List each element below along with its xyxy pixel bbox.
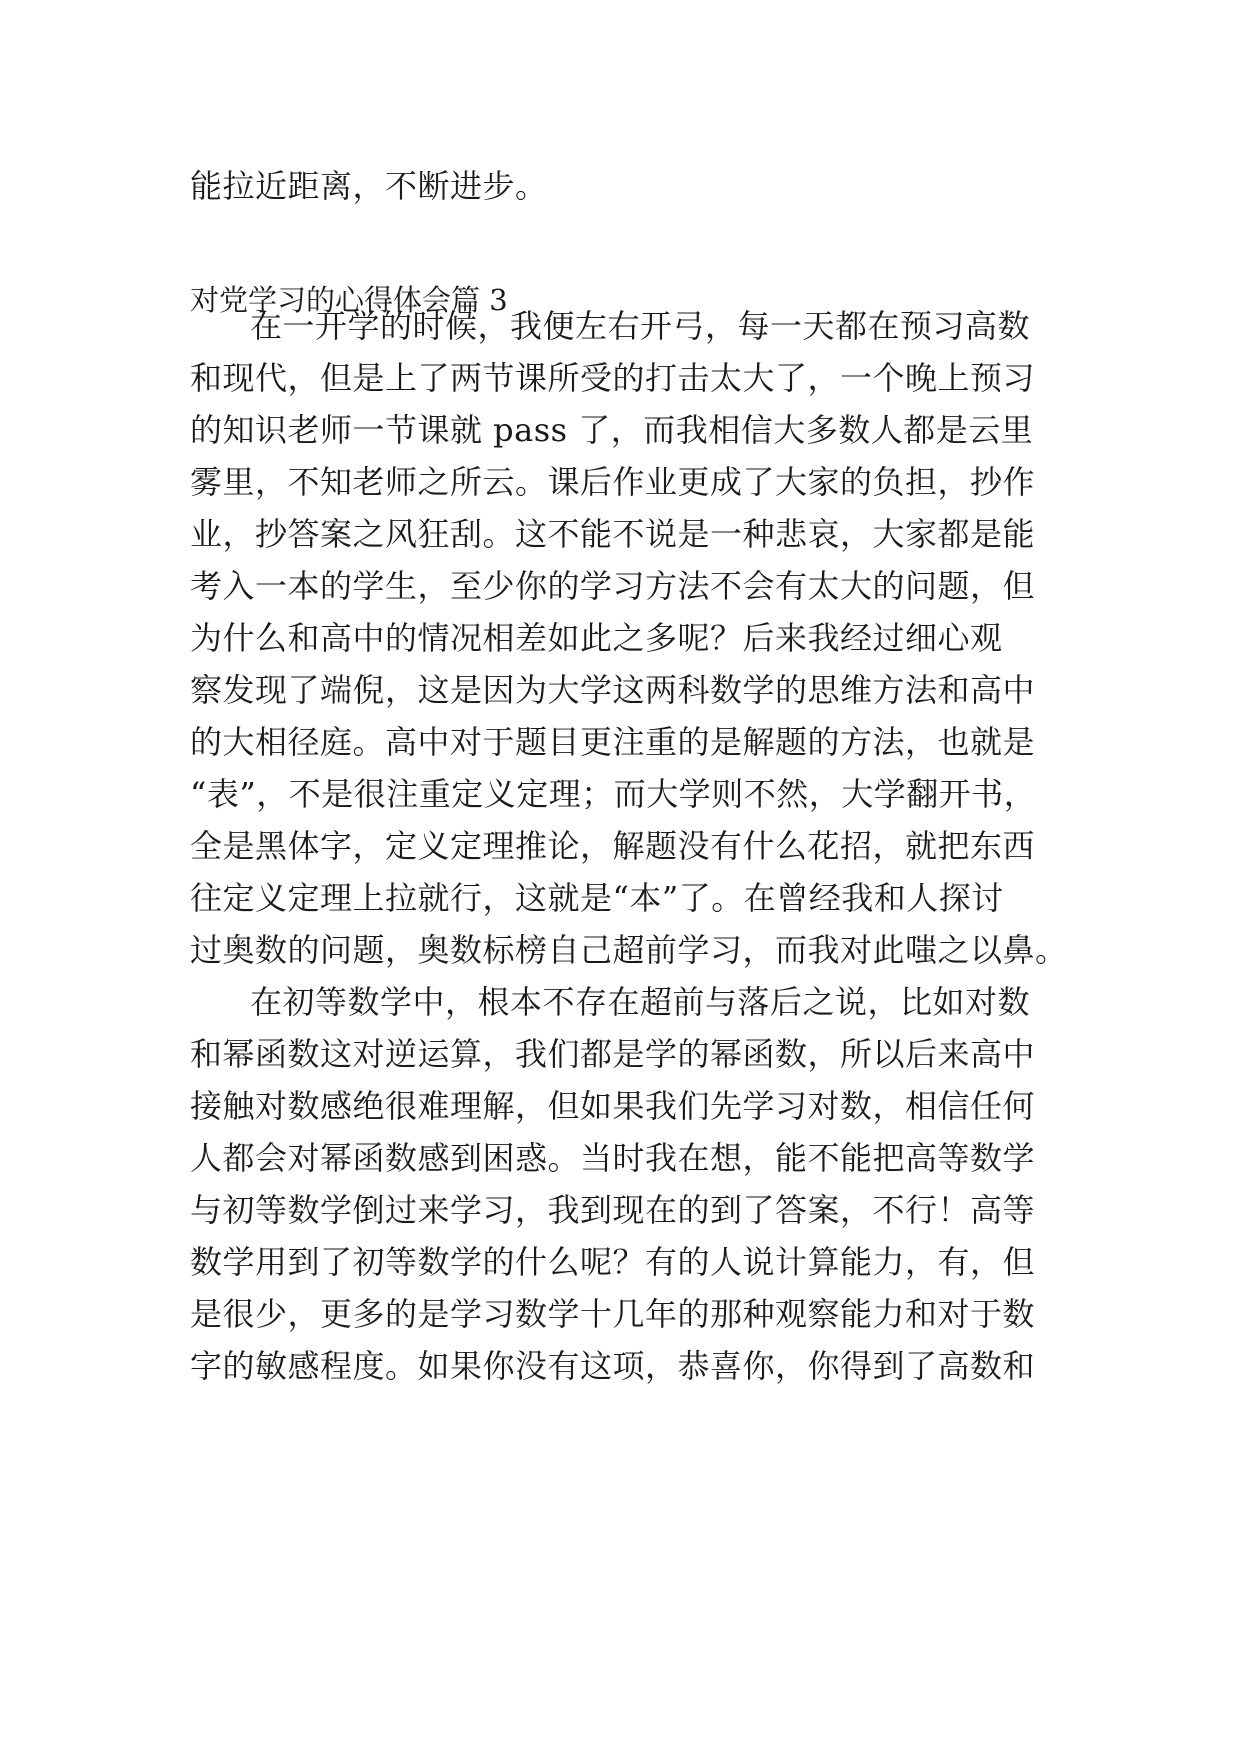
paragraph-line: 往定义定理上拉就行，这就是“本”了。在曾经我和人探讨 bbox=[190, 879, 1004, 917]
paragraph-line: 字的敏感程度。如果你没有这项，恭喜你，你得到了高数和 bbox=[190, 1347, 1036, 1385]
paragraph-line: 在初等数学中，根本不存在超前与落后之说，比如对数 bbox=[250, 983, 1031, 1021]
paragraph-line: 过奥数的问题，奥数标榜自己超前学习，而我对此嗤之以鼻。 bbox=[190, 931, 1068, 969]
paragraph-line: 全是黑体字，定义定理推论，解题没有什么花招，就把东西 bbox=[190, 827, 1036, 865]
continuation-line: 能拉近距离，不断进步。 bbox=[190, 167, 548, 205]
paragraph-line: 雾里，不知老师之所云。课后作业更成了大家的负担，抄作 bbox=[190, 463, 1036, 501]
paragraph-line: 的大相径庭。高中对于题目更注重的是解题的方法，也就是 bbox=[190, 723, 1036, 761]
paragraph-line: 的知识老师一节课就 pass 了，而我相信大多数人都是云里 bbox=[190, 411, 1034, 449]
paragraph-line: 业，抄答案之风狂刮。这不能不说是一种悲哀，大家都是能 bbox=[190, 515, 1036, 553]
paragraph-line: 人都会对幂函数感到困惑。当时我在想，能不能把高等数学 bbox=[190, 1139, 1036, 1177]
paragraph-line: 数学用到了初等数学的什么呢？有的人说计算能力，有，但 bbox=[190, 1243, 1036, 1281]
paragraph-line: 和幂函数这对逆运算，我们都是学的幂函数，所以后来高中 bbox=[190, 1035, 1036, 1073]
paragraph-line: 为什么和高中的情况相差如此之多呢？后来我经过细心观 bbox=[190, 619, 1003, 657]
section-title: 对党学习的心得体会篇 3 bbox=[190, 283, 508, 317]
paragraph-line: 在一开学的时候，我便左右开弓，每一天都在预习高数 bbox=[250, 307, 1031, 345]
paragraph-line: 与初等数学倒过来学习，我到现在的到了答案，不行！高等 bbox=[190, 1191, 1036, 1229]
paragraph-line: 考入一本的学生，至少你的学习方法不会有太大的问题，但 bbox=[190, 567, 1036, 605]
paragraph-line: 察发现了端倪，这是因为大学这两科数学的思维方法和高中 bbox=[190, 671, 1036, 709]
paragraph-line: 和现代，但是上了两节课所受的打击太大了，一个晚上预习 bbox=[190, 359, 1036, 397]
paragraph-line: “表”，不是很注重定义定理；而大学则不然，大学翻开书， bbox=[190, 775, 1037, 813]
paragraph-line: 是很少，更多的是学习数学十几年的那种观察能力和对于数 bbox=[190, 1295, 1036, 1333]
paragraph-line: 接触对数感绝很难理解，但如果我们先学习对数，相信任何 bbox=[190, 1087, 1036, 1125]
